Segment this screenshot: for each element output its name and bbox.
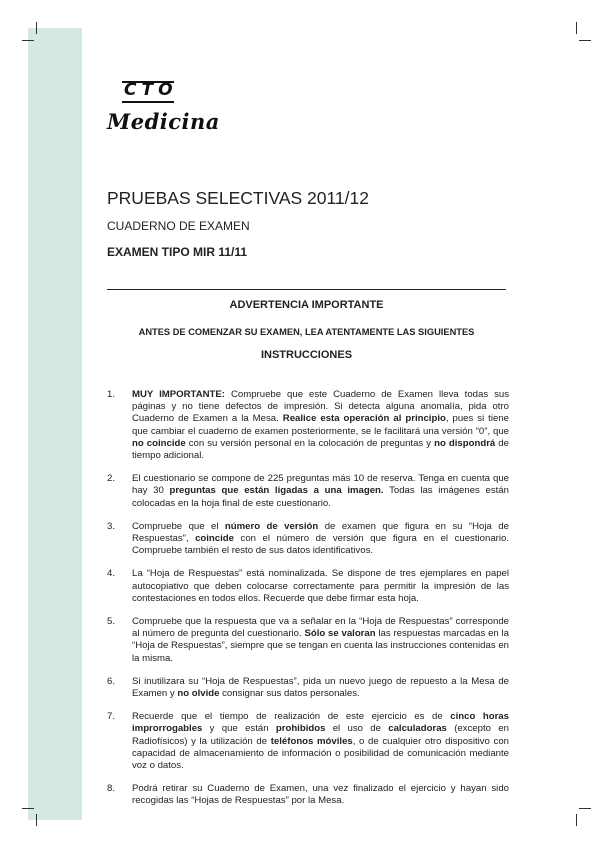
instruction-item [107,676,509,700]
instruction-emphasis: no coincide [132,437,186,449]
side-color-band [28,28,82,820]
instruction-emphasis: Realice esta operación al principio [282,413,446,425]
warning-heading: ADVERTENCIA IMPORTANTE [229,299,384,311]
divider [107,289,506,290]
instruction-number: 5. [107,616,116,628]
instruction-text-run: de examen que figura en su “Hoja de Respuestas”, [132,520,509,545]
instruction-emphasis: calculadoras [388,723,447,735]
instruction-text-run: y que están [202,723,276,735]
instruction-text-run: Recuerde que el tiempo de realización de este ejercicio es de [132,711,451,723]
instruction-text-run: Podrá retirar su Cuaderno de Examen, una vez finalizado el ejercicio y hayan sido recogidas las “Hojas de Respuestas” por la Mesa. [132,783,509,807]
instruction-emphasis: prohibidos [275,723,326,735]
instruction-text-run: La “Hoja de Respuestas” está nominalizada. Se dispone de tres ejemplares en papel autocopiativo que deben colocarse correctamente para permitir la impresión de las contestaciones en todos ellos. Recuerde que debe firmar esta hoja. [132,568,509,604]
instruction-text [132,568,509,605]
instructions-title: INSTRUCCIONES [260,349,353,361]
instruction-text-run: con su versión personal en la colocación de preguntas y [185,437,435,449]
instruction-number: 4. [107,568,116,580]
instruction-text-run: con el número de versión que figura en el cuestionario. Compruebe también el resto de sus datos identificativos. [132,533,509,557]
instruction-number: 3. [107,520,116,532]
instruction-number: 1. [107,389,116,400]
crop-mark [579,40,591,41]
instruction-text [132,521,509,558]
instruction-text-run: Compruebe que la respuesta que va a señalar en la “Hoja de Respuestas” corresponde al número de pregunta del cuestionario. [132,616,509,640]
crop-mark [36,22,37,34]
instruction-text [132,711,509,772]
instruction-text [132,783,509,807]
instruction-emphasis: no dispondrá [434,437,496,449]
instruction-text-run: las respuestas marcadas en la “Hoja de Respuestas”, siempre que se tengan en cuenta las instrucciones contenidas en la misma. [132,628,509,664]
crop-mark [579,808,591,809]
instruction-text [132,616,509,665]
instructions-list [107,389,509,819]
exam-type: EXAMEN TIPO MIR 11/11 [107,245,248,259]
instruction-emphasis: Sólo se valoran [304,628,376,640]
instruction-emphasis: teléfonos móviles [270,735,353,747]
instruction-text-run: Si inutilizara su “Hoja de Respuestas”, pida un nuevo juego de repuesto a la Mesa de Examen y [132,675,509,700]
instruction-text [132,389,509,462]
crop-mark [576,22,577,34]
warning-subheading: ANTES DE COMENZAR SU EXAMEN, LEA ATENTAMENTE LAS SIGUIENTES [138,327,475,337]
instruction-number: 8. [107,783,116,795]
instruction-emphasis: coincide [195,533,234,545]
instruction-text-run: Todas las imágenes están colocadas en la hoja final de este cuestionario. [132,485,509,509]
instruction-number: 2. [107,473,116,485]
instruction-item [107,473,509,510]
instruction-text-run: consignar sus datos personales. [219,688,360,700]
logo-cto: CTO [124,80,178,100]
crop-mark [22,40,34,41]
logo-rule-bottom [122,101,174,103]
instruction-emphasis: MUY IMPORTANTE: [132,389,226,400]
instruction-item [107,568,509,605]
instruction-text-run: El cuestionario se compone de 225 preguntas más 10 de reserva. Tenga en cuenta que hay 30 [132,473,509,497]
instruction-item [107,389,509,462]
instruction-emphasis: no olvide [177,688,220,700]
instruction-number: 7. [107,711,116,723]
instruction-item [107,783,509,807]
instruction-text-run: el uso de [325,723,389,735]
instruction-text-run: de tiempo adicional. [132,437,509,462]
instruction-text-run: , o de cualquier otro dispositivo con capacidad de almacenamiento de información o posibilidad de comunicación mediante voz o datos. [132,735,509,772]
crop-mark [22,808,34,809]
logo-medicina: Medicina [107,109,220,134]
crop-mark [576,814,577,826]
instruction-text-run: Compruebe que el [132,520,225,532]
instruction-text [132,473,509,510]
instruction-emphasis: cinco horas improrrogables [132,711,509,735]
instruction-item [107,616,509,665]
instruction-emphasis: preguntas que están ligadas a una imagen. [169,485,384,497]
instruction-text-run: Compruebe que este Cuaderno de Examen lleva todas sus páginas y no tiene defectos de impresión. Si detecta alguna anomalía, pida otro Cuaderno de Examen a la Mesa. [132,389,510,425]
page-title: PRUEBAS SELECTIVAS 2011/12 [107,188,369,208]
instruction-item [107,711,509,772]
instruction-text [132,676,509,700]
instruction-item [107,521,509,558]
instruction-emphasis: número de versión [224,520,319,532]
crop-mark [36,814,37,826]
instruction-text-run: , pues si tiene que cambiar el cuaderno de examen posteriormente, se le facilitará una versión “0”, que [132,413,509,437]
instruction-number: 6. [107,675,116,687]
booklet-subtitle: CUADERNO DE EXAMEN [107,219,250,233]
instruction-text-run: (excepto en Radiofísicos) y la utilización de [132,723,509,747]
